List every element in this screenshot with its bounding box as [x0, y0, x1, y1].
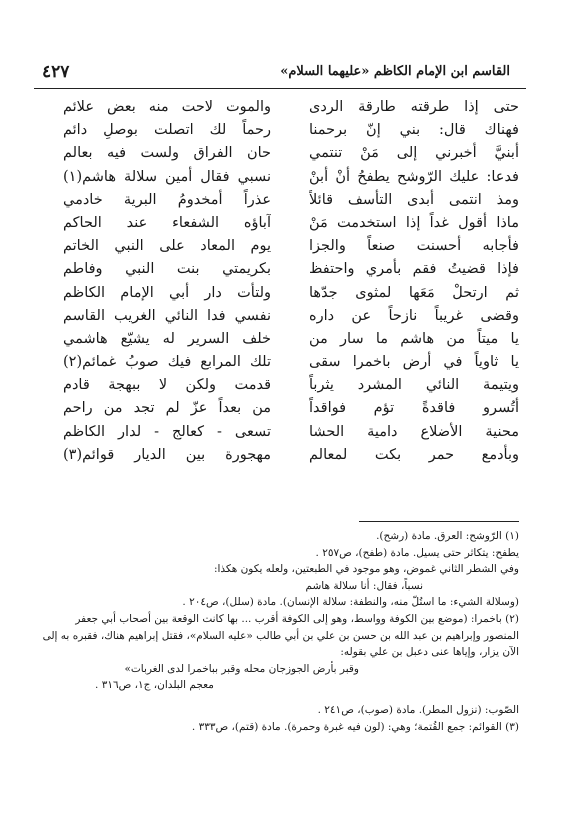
verse-line: تلك المرابع فيك صوبُ غمائم(٢): [63, 354, 271, 371]
verse-line: ماذا أقول غداً إذا استخدمت مَنْ: [309, 214, 519, 231]
poem-left-column: [63, 96, 271, 467]
verse-line: أتُسرو فاقدةً تؤم فواقداً: [309, 400, 519, 417]
verse-line: تسعى - كعالج - لدار الكاظم: [63, 423, 271, 440]
verse-line: فأجابه أحسنت صنعاً والجزا: [309, 238, 519, 255]
footnote-rule: [359, 521, 519, 522]
poem-right-column: [309, 96, 519, 467]
footnote-line: (٢) باخمرا: (موضع بين الكوفة وواسط، وهو إلى الكوفة أقرب ... بها كانت الوقعة بين أصحاب أبي جعفر: [75, 612, 519, 625]
verse-line: عذراً أمخدومُ البرية خادمي: [63, 191, 271, 208]
verse-line: حان الفراق ولست فيه بعالم: [63, 145, 271, 162]
footnote-line: نسباً، فقال: أنا سلالة هاشم: [305, 579, 423, 592]
footnotes: [35, 528, 519, 735]
verse-line: نفسي فدا النائي الغريب القاسم: [63, 307, 271, 324]
verse-line: والموت لاحت منه بعض علائم: [63, 99, 271, 115]
verse-line: وقضى غريباً نازحاً عن داره: [309, 307, 519, 324]
verse-line: يا ميتاً من هاشم ما سار من: [309, 330, 519, 347]
verse-line: يوم المعاد على النبي الخاتم: [63, 238, 271, 255]
header-rule: [34, 88, 526, 89]
footnote-line: (٣) القوائم: جمع القُتمة؛ وهي: (لون فيه غبرة وحمرة). مادة (قتم)، ص٣٣٣ .: [191, 720, 519, 733]
footnote-line: الآن يزار، وإياها عنى دعبل بن علي بقوله:: [340, 646, 519, 659]
verse-line: حتى إذا طرقته طارقة الردى: [309, 99, 519, 115]
footnote-line: المنصور وإبراهيم بن عبد الله بن حسن بن علي بن أبي طالب «عليه السلام»، فقتل إبراهيم هناك، فقبره به إلى: [42, 629, 519, 642]
verse-line: نسبي فقال أمين سلالة هاشم(١): [63, 168, 271, 185]
verse-line: أبنيَّ أخبرني إلى مَنْ تنتمي: [309, 145, 519, 162]
verse-line: قدمت ولكن لا ببهجة قادم: [63, 377, 271, 394]
verse-line: فإذا قضيتُ فقم بأمري واحتفظ: [309, 261, 519, 278]
verse-line: ومذ انتمى أبدى التأسف قائلاً: [309, 191, 519, 208]
footnote-source: معجم البلدان، ج١، ص٣١٦ .: [95, 679, 214, 692]
verse-line: فهناك قال: بني إنّ برحمنا: [309, 122, 519, 139]
verse-line: خلف السرير له يشيّع هاشمي: [63, 330, 271, 347]
verse-line: من بعداً عزّ لم تجد من راحم: [63, 400, 271, 417]
footnote-line: (١) الرّوشح: العرق. مادة (رشح).: [376, 530, 519, 542]
page-number: ٤٢٧: [42, 62, 70, 82]
verse-line: وبأدمع حمر بكت لمعالم: [309, 446, 519, 463]
verse-line: رحماً لك اتصلت بوصلِ دائم: [63, 122, 271, 139]
footnote-line: يطفح: يتكاثر حتى يسيل. مادة (طفح)، ص٢٥٧ .: [315, 546, 519, 559]
footnote-line: الصّوب: (نزول المطر). مادة (صوب)، ص٢٤١ .: [317, 703, 519, 716]
verse-line: ثم ارتحلْ مَعَها لمثوى جدّها: [309, 284, 519, 301]
verse-line: محنية الأضلاع دامية الحشا: [309, 423, 519, 440]
footnote-line: (وسلالة الشيء: ما استُلّ منه، والنطفة: سلالة الإنسان). مادة (سلل)، ص٢٠٤ .: [182, 596, 519, 609]
footnote-verse: وقبر بأرض الجوزجان محله وقبر بباخمرا لدى الغربات»: [124, 662, 359, 675]
verse-line: آباؤه الشفعاء عند الحاكم: [63, 214, 271, 231]
verse-line: بكريمتي بنت النبي وفاطم: [63, 261, 271, 278]
footnote-line: وفي الشطر الثاني غموض، وهو موجود في الطبعتين، ولعله يكون هكذا:: [213, 563, 519, 576]
running-title: القاسم ابن الإمام الكاظم «عليهما السلام»: [280, 64, 510, 79]
verse-line: مهجورة بين الديار قوائم(٣): [63, 446, 271, 463]
page-header: [34, 62, 524, 82]
verse-line: يا ثاوياً في أرض باخمرا سقى: [309, 354, 519, 371]
verse-line: ويتيمة النائي المشرد يثرباً: [309, 377, 519, 394]
verse-line: فدعا: عليك الرّوشح يطفحُ أنْ أبنْ: [309, 168, 519, 185]
verse-line: ولتأت دار أبي الإمام الكاظم: [63, 284, 271, 301]
